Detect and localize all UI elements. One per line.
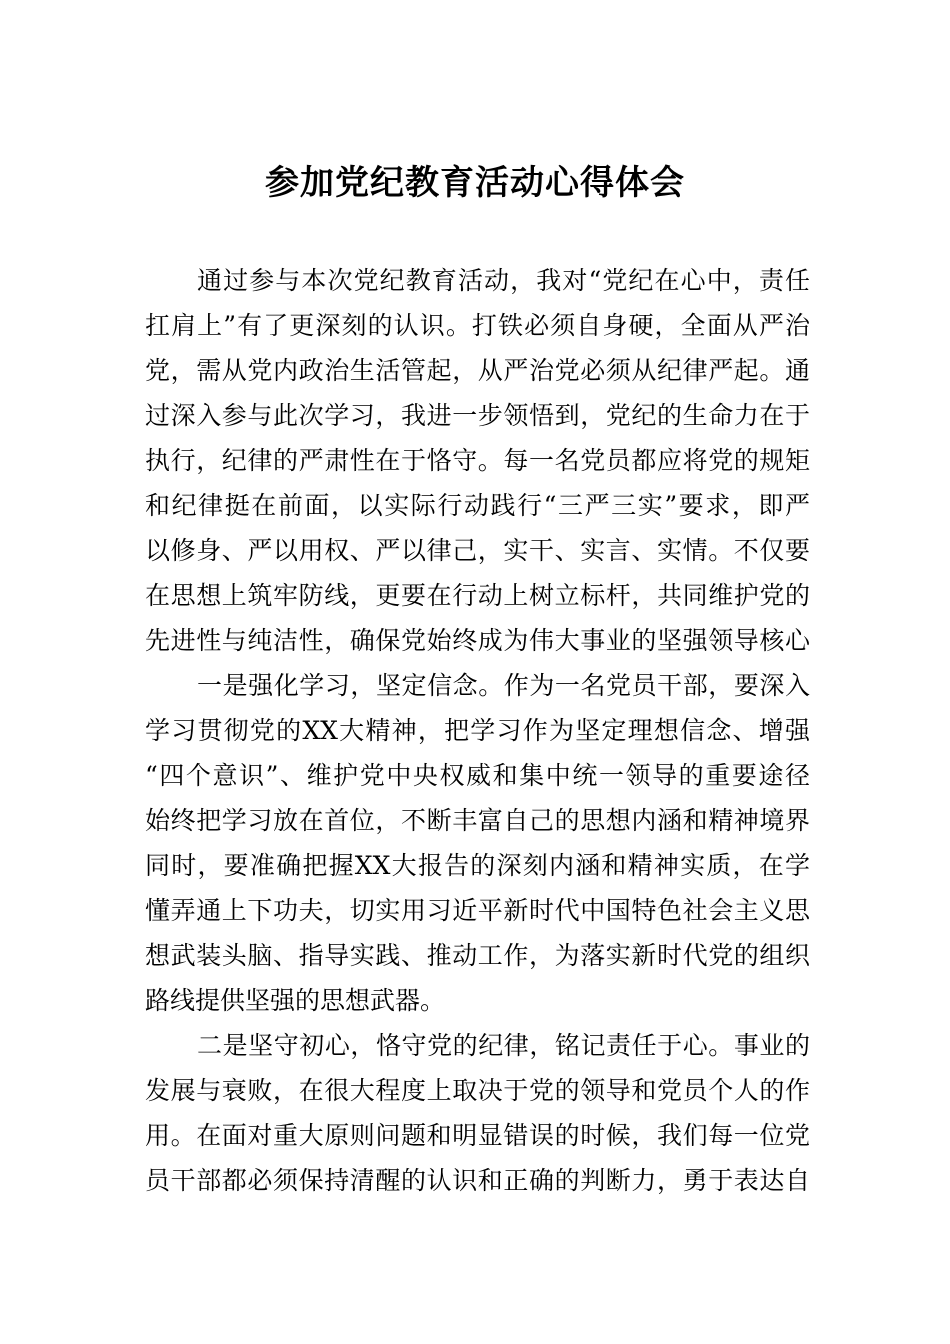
text-line: “四个意识”、维护党中央权威和集中统一领导的重要途径 xyxy=(145,761,810,790)
text-line: 一是强化学习，坚定信念。作为一名党员干部，要深入 xyxy=(197,671,810,700)
text-line: 想武装头脑、指导实践、推动工作，为落实新时代党的组织 xyxy=(145,941,810,970)
text-line: 路线提供坚强的思想武器。 xyxy=(145,986,446,1015)
text-line: 学习贯彻党的XX大精神，把学习作为坚定理想信念、增强 xyxy=(145,716,810,745)
text-line: 以修身、严以用权、严以律己，实干、实言、实情。不仅要 xyxy=(145,536,810,565)
text-line: 用。在面对重大原则问题和明显错误的时候，我们每一位党 xyxy=(145,1121,810,1150)
text-line: 在思想上筑牢防线，更要在行动上树立标杆，共同维护党的 xyxy=(145,581,810,610)
text-line: 执行，纪律的严肃性在于恪守。每一名党员都应将党的规矩 xyxy=(145,446,810,475)
text-line: 懂弄通上下功夫，切实用习近平新时代中国特色社会主义思 xyxy=(145,896,810,925)
document-title: 参加党纪教育活动心得体会 xyxy=(265,163,685,203)
text-line: 员干部都必须保持清醒的认识和正确的判断力，勇于表达自 xyxy=(145,1166,810,1195)
text-line: 和纪律挺在前面，以实际行动践行“三严三实”要求，即严 xyxy=(145,491,810,520)
text-line: 党，需从党内政治生活管起，从严治党必须从纪律严起。通 xyxy=(145,356,810,385)
text-line: 先进性与纯洁性，确保党始终成为伟大事业的坚强领导核心 xyxy=(145,626,810,655)
text-line: 发展与衰败，在很大程度上取决于党的领导和党员个人的作 xyxy=(145,1076,810,1105)
document-body xyxy=(145,258,810,1203)
text-line: 扛肩上”有了更深刻的认识。打铁必须自身硬，全面从严治 xyxy=(145,311,810,340)
text-line: 同时，要准确把握XX大报告的深刻内涵和精神实质，在学 xyxy=(145,851,810,880)
text-line: 二是坚守初心，恪守党的纪律，铭记责任于心。事业的 xyxy=(197,1031,810,1060)
text-line: 通过参与本次党纪教育活动，我对“党纪在心中，责任 xyxy=(197,266,810,295)
text-line: 过深入参与此次学习，我进一步领悟到，党纪的生命力在于 xyxy=(145,401,810,430)
text-line: 始终把学习放在首位，不断丰富自己的思想内涵和精神境界 xyxy=(145,806,810,835)
